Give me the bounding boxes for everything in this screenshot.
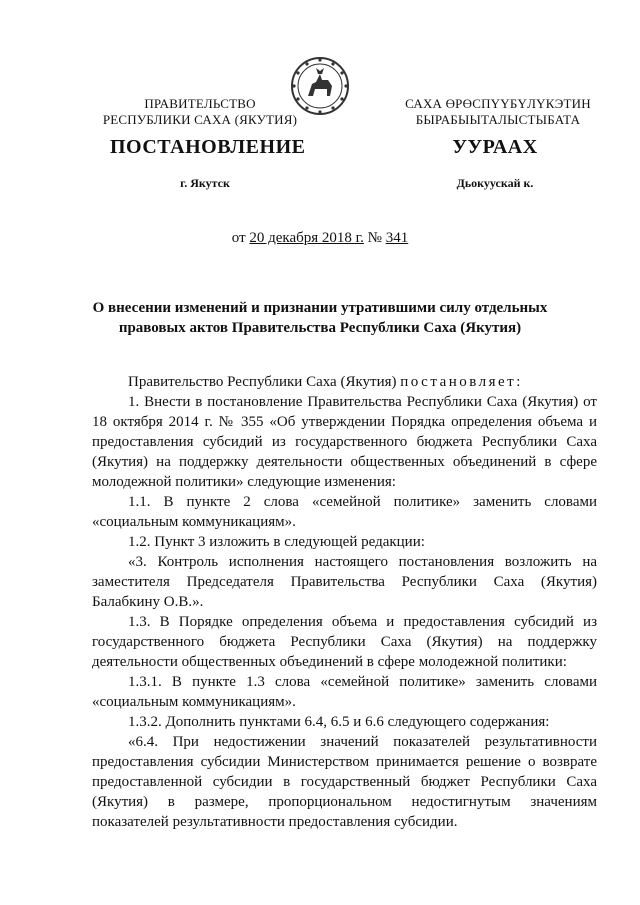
paragraph-1-3-1: 1.3.1. В пункте 1.3 слова «семейной политике» заменить словами «социальным коммуникациям». [92, 674, 597, 710]
header-right-line1: САХА ӨРӨСПҮҮБҮЛҮКЭТИН [405, 96, 591, 111]
doc-number: 341 [385, 230, 409, 246]
paragraph-1-3-2: 1.3.2. Дополнить пунктами 6.4, 6.5 и 6.6 следующего содержания: [128, 714, 550, 730]
city-ru: г. Якутск [180, 176, 230, 190]
doc-title-ru: ПОСТАНОВЛЕНИЕ [110, 136, 306, 158]
intro-paragraph [92, 372, 597, 392]
intro-decree-word: постановляет: [400, 374, 523, 390]
date-prefix: от [231, 230, 250, 246]
doc-body [92, 372, 597, 832]
header-left-line2: РЕСПУБЛИКИ САХА (ЯКУТИЯ) [102, 112, 298, 127]
paragraph-quote-3: «3. Контроль исполнения настоящего постановления возложить на заместителя Председателя Правительства Республики Саха (Якутия) Балабкину О.В.». [92, 554, 597, 610]
number-sign: № [363, 230, 386, 246]
header-right-line2: БЫРАБЫЫТАЛЫСТЫБАТА [415, 112, 581, 127]
header-right [378, 96, 618, 128]
header-left [95, 96, 305, 128]
city-sakha: Дьокуускай к. [456, 176, 534, 190]
header-left-line1: ПРАВИТЕЛЬСТВО [144, 96, 256, 111]
doc-title-sakha: УУРААХ [452, 136, 538, 158]
date-value: 20 декабря 2018 г. [249, 230, 364, 246]
paragraph-quote-6-4: «6.4. При недостижении значений показателей результативности предоставления субсидии Министерством принимается решение о возврате предоставленной субсидии в государственный бюджет Республики Саха (Якутия) в размере, пропорциональном недостигнутым значениям показателей результативности предоставления субсидии. [92, 734, 597, 830]
doc-subject: О внесении изменений и признании утратившими силу отдельных правовых актов Правительства Республики Саха (Якутия) [92, 300, 548, 336]
paragraph-1-2: 1.2. Пункт 3 изложить в следующей редакции: [128, 534, 425, 550]
paragraph-1-1: 1.1. В пункте 2 слова «семейной политике» заменить словами «социальным коммуникациям». [92, 494, 597, 530]
paragraph-1-3: 1.3. В Порядке определения объема и предоставления субсидий из государственного бюджета Республики Саха (Якутия) на поддержку деятельности общественных объединений в сфере молодежной политики: [92, 614, 597, 670]
intro-text: Правительство Республики Саха (Якутия) [128, 374, 401, 390]
doc-date-line [120, 230, 520, 247]
paragraph-1: 1. Внести в постановление Правительства Республики Саха (Якутия) от 18 октября 2014 г. № 355 «Об утверждении Порядка определения объема и предоставления субсидий из государственного бюджета Республики Саха (Якутия) на поддержку деятельности общественных объединений в сфере молодежной политики» следующие изменения: [92, 394, 597, 490]
